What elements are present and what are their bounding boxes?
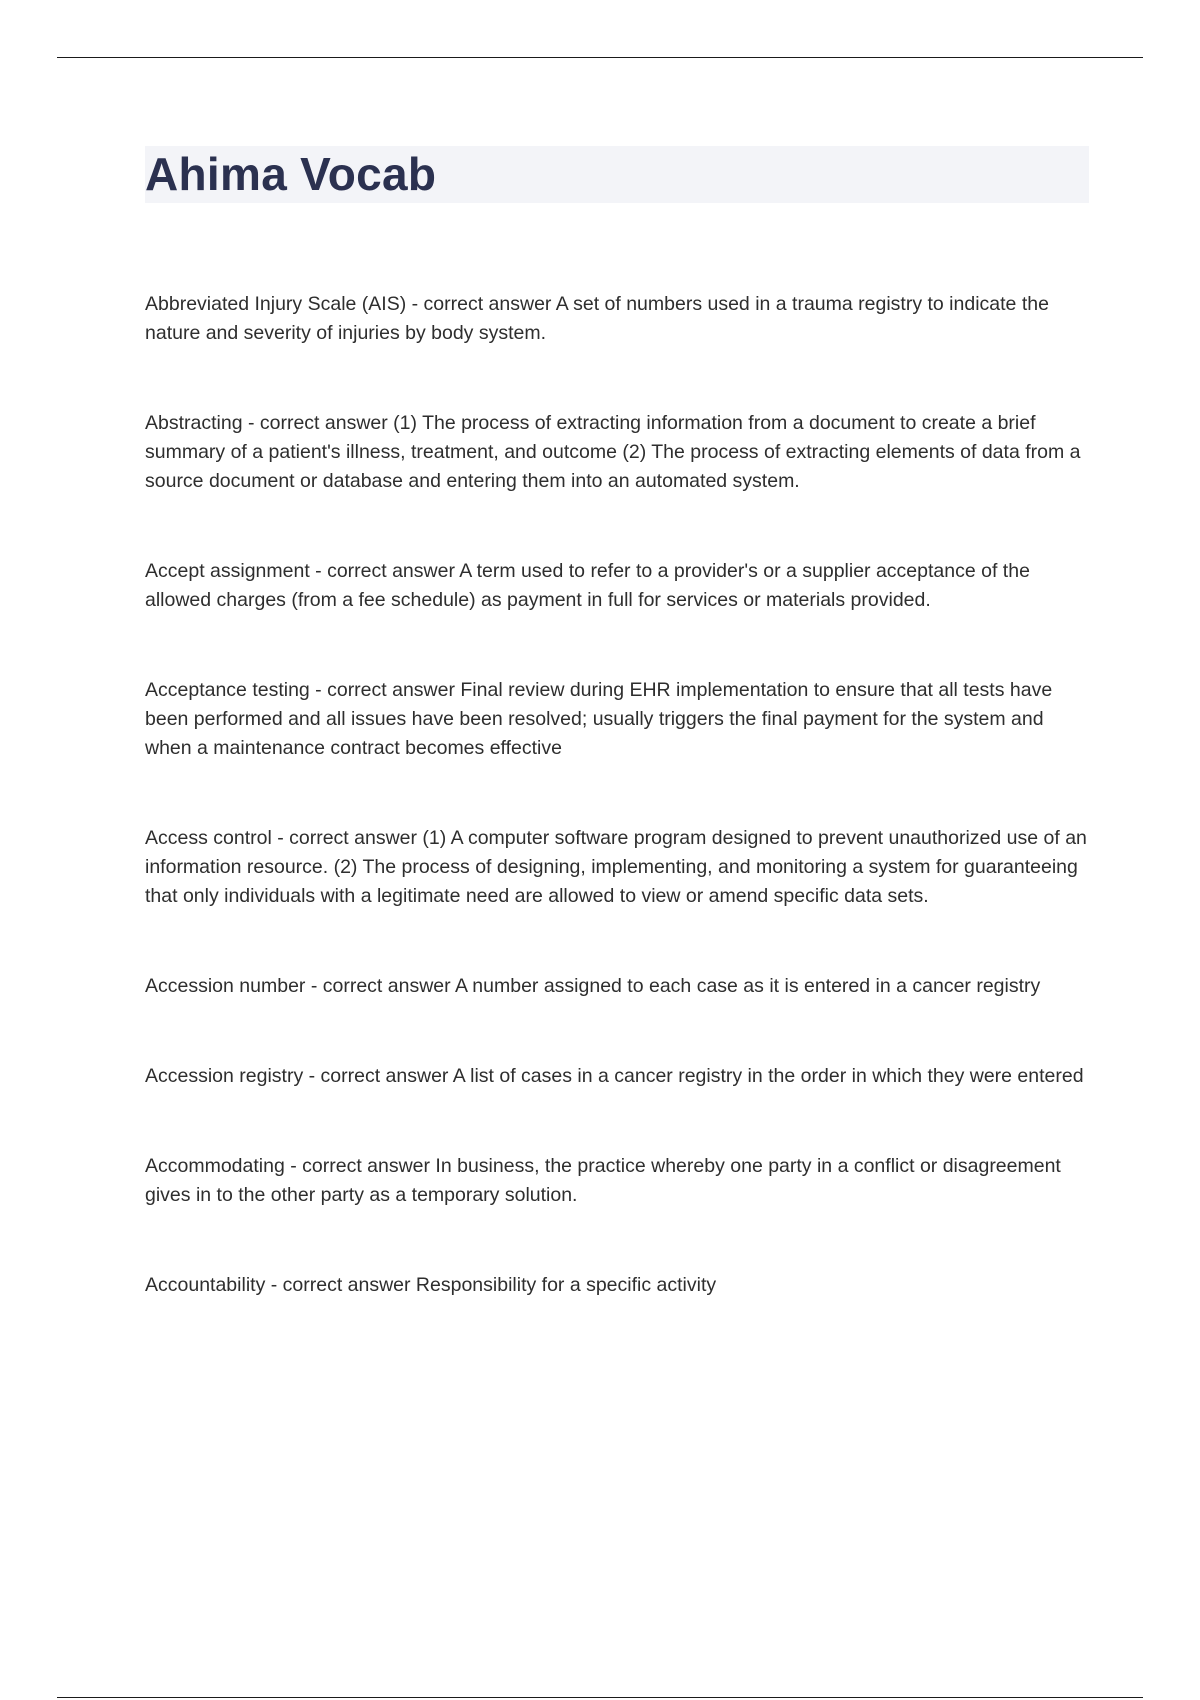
vocab-list: [145, 290, 1090, 1361]
vocab-entry-abstracting: Abstracting - correct answer (1) The process of extracting information from a document to create a brief summary of a patient's illness, treatment, and outcome (2) The process of extracting elements of data from a source document or database and entering them into an automated system.: [145, 412, 1081, 492]
vocab-entry-abbreviated-injury-scale: Abbreviated Injury Scale (AIS) - correct answer A set of numbers used in a trauma registry to indicate the nature and severity of injuries by body system.: [145, 293, 1049, 344]
vocab-entry-acceptance-testing: Acceptance testing - correct answer Final review during EHR implementation to ensure that all tests have been performed and all issues have been resolved; usually triggers the final payment for the system and when a maintenance contract becomes effective: [145, 679, 1053, 759]
vocab-entry-access-control: Access control - correct answer (1) A computer software program designed to prevent unauthorized use of an information resource. (2) The process of designing, implementing, and monitoring a system for guaranteeing that only individuals with a legitimate need are allowed to view or amend specific data sets.: [145, 827, 1087, 907]
vocab-entry-accommodating: Accommodating - correct answer In business, the practice whereby one party in a conflict or disagreement gives in to the other party as a temporary solution.: [145, 1155, 1061, 1206]
vocab-entry-accountability: Accountability - correct answer Responsibility for a specific activity: [145, 1274, 717, 1296]
bottom-rule: [57, 1697, 1143, 1698]
vocab-entry-accession-number: Accession number - correct answer A number assigned to each case as it is entered in a cancer registry: [145, 975, 1041, 997]
vocab-entry-accession-registry: Accession registry - correct answer A list of cases in a cancer registry in the order in which they were entered: [145, 1065, 1084, 1087]
vocab-entry-accept-assignment: Accept assignment - correct answer A term used to refer to a provider's or a supplier acceptance of the allowed charges (from a fee schedule) as payment in full for services or materials provided.: [145, 560, 1030, 611]
page-title: Ahima Vocab: [145, 148, 437, 200]
top-rule: [57, 57, 1143, 58]
